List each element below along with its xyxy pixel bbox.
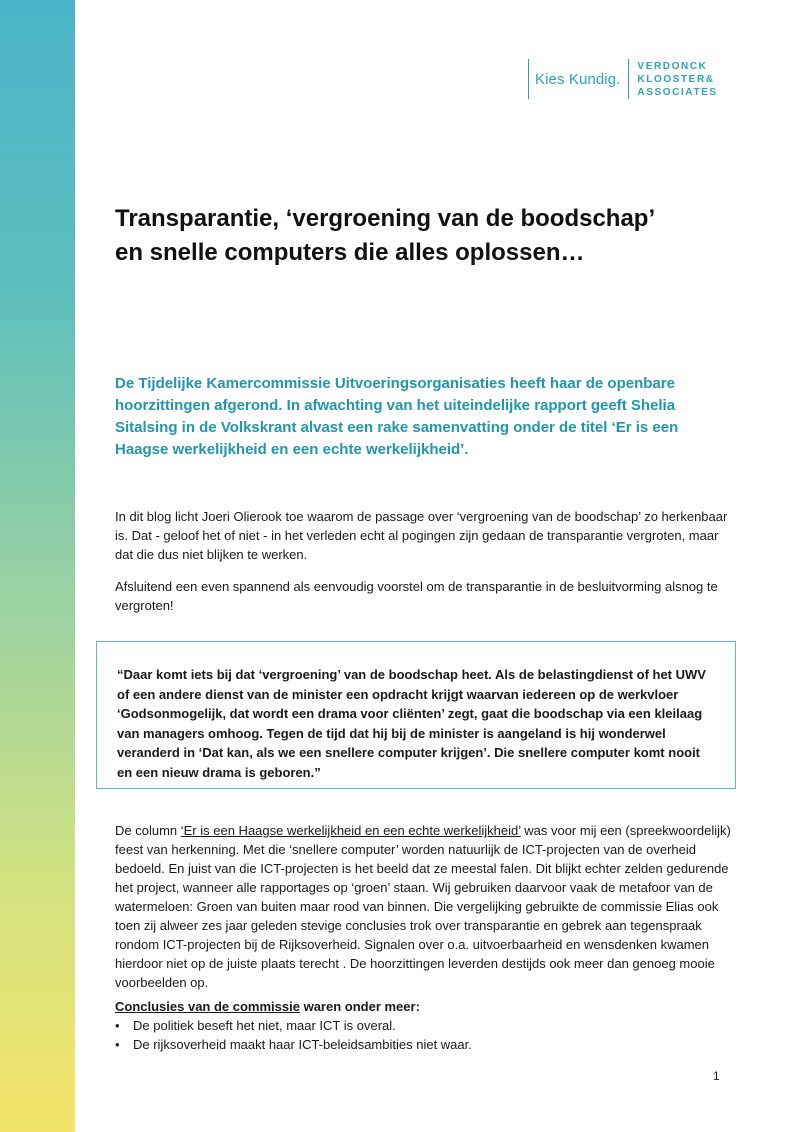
title-line1: Transparantie, ‘vergroening van de boodschap’ [115,205,656,232]
page-number: 1 [713,1069,720,1083]
conclusions-heading-underlined: Conclusies van de commissie [115,999,300,1014]
conclusions-heading-rest: waren onder meer: [299,999,420,1014]
list-item-text: De rijksoverheid maakt haar ICT-beleidsambities niet waar. [133,1037,472,1052]
bullet-icon: • [115,1018,120,1033]
bullet-icon: • [115,1037,120,1052]
conclusions-heading [115,997,735,1016]
gradient-side-bar [0,0,75,1132]
body-paragraph-2: Afsluitend een even spannend als eenvoudig voorstel om de transparantie in de besluitvorming alsnog te vergroten! [115,579,718,613]
quote-text: “Daar komt iets bij dat ‘vergroening’ van de boodschap heet. Als de belastingdienst of het UWV of een andere dienst van de minister een opdracht krijgt waarvan iedereen op de werkvloer ‘Godsonmogelijk, dat wordt een drama voor cliënten’ zegt, gaat die boodschap via een kleilaag van managers omhoog. Tegen de tijd dat hij bij de minister is aangeland is hij wonderwel veranderd in ‘Dat kan, als we een snellere computer krijgen’. Die snellere computer komt nooit en een nieuw drama is geboren.” [117,667,706,780]
logo-vka-line2: KLOOSTER& [637,73,715,85]
conclusions-list [115,1016,735,1054]
logo-vka-line1: VERDONCK [637,60,708,72]
title-line2: en snelle computers die alles oplossen… [115,239,585,266]
body-paragraph-1: In dit blog licht Joeri Olierook toe waarom de passage over ‘vergroening van de boodschap’ zo herkenbaar is. Dat - geloof het of niet - in het verleden echt al pogingen zijn gedaan de transparantie vergroten, maar dat die dus niet blijken te werken. [115,509,728,562]
paragraph3-rest: was voor mij een (spreekwoordelijk) feest van herkenning. Met die ‘snellere computer’ worden natuurlijk de ICT-projecten van de overheid bedoeld. En juist van die ICT-projecten is het beeld dat ze meestal falen. Dit blijkt echter zelden gedurende het project, wanneer alle rapportages op ‘groen’ staan. Wij gebruiken daarvoor vaak de metafoor van de watermeloen: Groen van buiten maar rood van binnen. Die vergelijking gebruikte de commissie Elias ook toen zij alweer zes jaar geleden stevige conclusies trok over transparantie en gebrek aan tegenspraak rondom ICT-projecten bij de Rijksoverheid. Signalen over o.a. uitvoerbaarheid en wensdenken kwamen hierdoor niet op de juiste plaats terecht . De hoorzittingen leverden destijds ook meer dan genoeg mooie voorbeelden op. [115,823,731,990]
conclusions-section [115,997,735,1054]
quote-box [96,641,736,789]
list-item-text: De politiek beseft het niet, maar ICT is overal. [133,1018,396,1033]
logo-divider [628,59,629,99]
list-item [115,1016,735,1035]
intro-paragraph: De Tijdelijke Kamercommissie Uitvoeringsorganisaties heeft haar de openbare hoorzittingen afgerond. In afwachting van het uiteindelijke rapport geeft Shelia Sitalsing in de Volkskrant alvast een rake samenvatting onder de titel ‘Er is een Haagse werkelijkheid en een echte werkelijkheid’. [115,375,679,458]
column-link[interactable]: ‘Er is een Haagse werkelijkheid en een echte werkelijkheid’ [180,823,521,838]
list-item [115,1035,735,1054]
kies-kundig-logo: Kies Kundig. [528,59,620,99]
logo-area [528,58,718,100]
body-paragraph-3 [115,821,735,992]
verdonck-klooster-associates-logo [637,60,717,99]
logo-vka-line3: ASSOCIATES [637,86,718,98]
paragraph3-prefix: De column [115,823,181,838]
page-title [115,202,735,270]
